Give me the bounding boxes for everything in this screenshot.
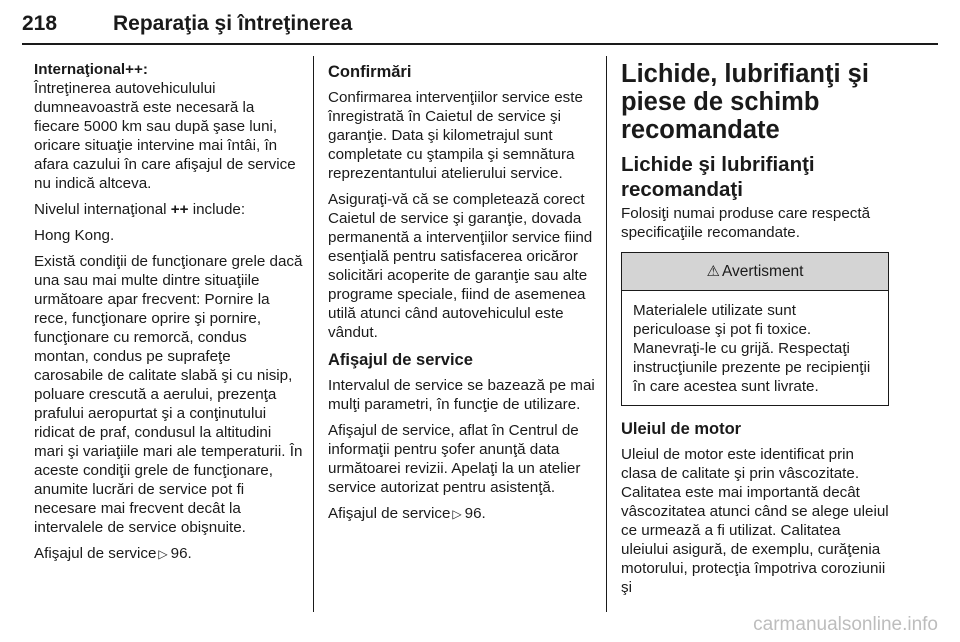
column-2 — [328, 60, 596, 531]
column-3 — [621, 60, 889, 604]
paragraph: Afişajul de service, aflat în Centrul de informaţii pentru şofer anunţă data următoarei revizii. Apelaţi la un atelier service autorizat pentru asistenţă. — [328, 422, 581, 496]
column-divider-2 — [606, 56, 607, 612]
service-display-heading: Afişajul de service — [328, 351, 473, 369]
section-title: Lichide, lubrifianţi şi piese de schimb recomandate — [621, 60, 869, 144]
paragraph: Intervalul de service se bazează pe mai mulţi parametri, în funcţie de utilizare. — [328, 377, 595, 413]
page-number: 218 — [22, 12, 58, 35]
column-divider-1 — [313, 56, 314, 612]
header-rule — [22, 43, 938, 45]
confirmations-heading: Confirmări — [328, 63, 412, 81]
warning-box — [621, 252, 889, 406]
paragraph: Uleiul de motor este identificat prin clasa de calitate şi prin vâscozitate. Calitatea este mai importantă decât vâscozitatea atunci când se alege uleiul ce urmează a fi utilizat. Calitatea uleiului asigură, de exemplu, curăţenia motorului, protecţia împotriva coroziunii şi — [621, 446, 889, 596]
paragraph: Întreţinerea autovehiculului dumneavoastră este necesară la fiecare 5000 km sau după şase luni, oricare situaţie intervine mai întâi, în afara cazului în care afişajul de service nu indică altceva. — [34, 80, 296, 192]
subsection-title: Lichide şi lubrifianţi recomandaţi — [621, 153, 815, 201]
watermark: carmanualsonline.info — [753, 614, 938, 635]
page-title: Reparaţia şi întreţinerea — [113, 12, 353, 35]
warning-title: Avertisment — [721, 263, 804, 280]
international-heading: Internaţional++: — [34, 61, 148, 78]
warning-text: Materialele utilizate sunt periculoase şi pot fi toxice. Manevraţi-le cu grijă. Respectaţi instrucţiunile prezente pe recipienţii în care acestea sunt livrate. — [633, 302, 871, 395]
paragraph: Nivelul internaţional ++ include: — [34, 201, 246, 218]
reference-arrow-icon: ▷ — [158, 547, 168, 561]
cross-reference[interactable]: Afişajul de service ▷ 96. — [328, 505, 486, 522]
engine-oil-heading: Uleiul de motor — [621, 420, 742, 438]
warning-header — [622, 253, 888, 291]
column-1 — [34, 60, 304, 571]
paragraph: Există condiţii de funcţionare grele dacă una sau mai multe dintre situaţiile următoare apar frecvent: Pornire la rece, funcţionare oprire şi pornire, funcţionare cu remorcă, condus montan, condus pe suprafeţe carosabile de calitate slabă şi cu nisip, poluare crescută a aerului, prezenţa prafului aeropurtat şi a conţinutului ridicat de praf, condusul la altitudini mari şi variaţiile mari ale temperaturii. În aceste condiţii grele de funcţionare, anumite lucrări de service pot fi necesare mai frecvent decât la intervalele de service obişnuite. — [34, 253, 303, 536]
cross-reference[interactable]: Afişajul de service ▷ 96. — [34, 545, 192, 562]
paragraph: Asiguraţi-vă că se completează corect Caietul de service şi garanţie, dovada permanentă a intervenţiilor service fiind esenţială pentru satisfacerea oricăror solicitări acoperite de garanţie sau alte programe speciale, fiind de asemenea utilă atunci când autovehiculul este vândut. — [328, 191, 593, 341]
page-header — [22, 8, 938, 46]
paragraph: Confirmarea intervenţiilor service este înregistrată în Caietul de service şi garanţie. Data şi kilometrajul sunt completate cu ştampila şi semnătura reprezentantului atelierului service. — [328, 89, 583, 182]
paragraph: Hong Kong. — [34, 227, 115, 244]
warning-triangle-icon: ⚠ — [706, 263, 720, 280]
reference-arrow-icon: ▷ — [452, 507, 462, 521]
paragraph: Folosiţi numai produse care respectă specificaţiile recomandate. — [621, 205, 871, 241]
